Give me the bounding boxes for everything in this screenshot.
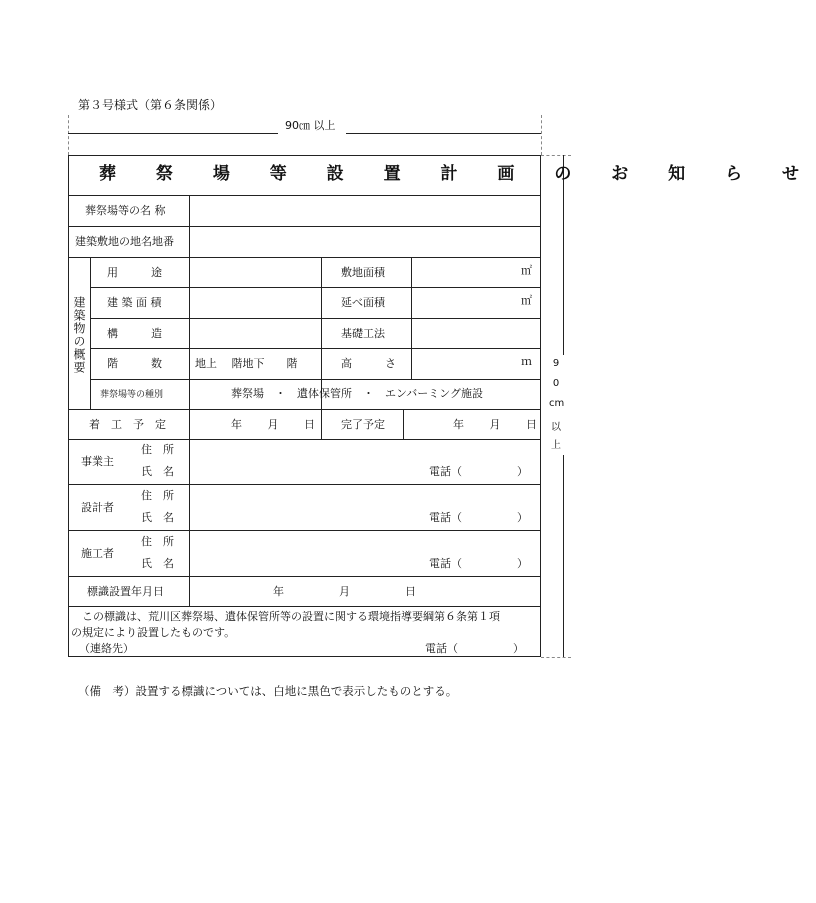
party-phone: 電話（ ）: [429, 557, 528, 570]
height-dim-bottom-guide: [541, 657, 571, 658]
building-area-label: 建 築 面 積: [107, 296, 162, 309]
sign-title: 葬 祭 場 等 設 置 計 画 の お 知 ら せ: [99, 164, 816, 184]
complete-label: 完了予定: [341, 418, 385, 431]
notice-line-1: この標識は、荒川区葬祭場、遺体保管所等の設置に関する環境指導要綱第６条第１項: [71, 610, 500, 623]
contact-phone: 電話（ ）: [425, 642, 524, 655]
sign-date-value: 年 月 日: [273, 585, 416, 598]
notice-line-2: の規定により設置したものです。: [71, 626, 236, 639]
height-dim-char: 上: [551, 440, 561, 451]
floors-value: 地上 階地下 階: [195, 357, 298, 370]
party-role: 設計者: [81, 501, 114, 514]
contact-label: （連絡先）: [79, 642, 134, 655]
unit-m2: ㎡: [521, 264, 532, 277]
height-dim-char: cm: [549, 398, 565, 409]
width-dim-right-guide: [541, 115, 542, 155]
party-phone: 電話（ ）: [429, 511, 528, 524]
facility-type-value: 葬祭場 ・ 遺体保管所 ・ エンバーミング施設: [231, 387, 484, 400]
sign-date-label: 標識設置年月日: [87, 585, 164, 598]
height-dim-line-bottom: [563, 455, 564, 657]
facility-name-label: 葬祭場等の名 称: [85, 204, 166, 217]
party-role: 施工者: [81, 547, 114, 560]
width-dim-left-guide: [68, 115, 69, 155]
complete-date-value: 年 月 日: [453, 418, 537, 431]
party-name-label: 氏 名: [141, 465, 174, 478]
width-dim-line-left: [68, 133, 278, 134]
height-label: 高 さ: [341, 357, 396, 370]
height-dim-top-guide: [541, 155, 571, 156]
facility-type-label: 葬祭場等の種別: [100, 390, 164, 400]
building-overview-label: 建築物の概要: [72, 296, 86, 374]
start-label: 着 工 予 定: [89, 418, 166, 431]
unit-m2: ㎡: [521, 294, 532, 307]
unit-m: ｍ: [521, 355, 532, 368]
width-dim-label: 90㎝ 以上: [285, 119, 336, 132]
party-role: 事業主: [81, 455, 114, 468]
party-address-label: 住 所: [141, 443, 174, 456]
height-dim-char: 以: [551, 422, 561, 433]
site-address-label: 建築敷地の地名地番: [75, 235, 174, 248]
party-phone: 電話（ ）: [429, 465, 528, 478]
start-date-value: 年 月 日: [231, 418, 315, 431]
structure-label: 構 造: [107, 327, 162, 340]
foundation-label: 基礎工法: [341, 327, 385, 340]
party-address-label: 住 所: [141, 535, 174, 548]
party-address-label: 住 所: [141, 489, 174, 502]
height-dim-line-top: [563, 155, 564, 355]
width-dim-line-right: [346, 133, 541, 134]
site-area-label: 敷地面積: [341, 266, 385, 279]
floor-area-label: 延べ面積: [341, 296, 385, 309]
party-name-label: 氏 名: [141, 511, 174, 524]
party-name-label: 氏 名: [141, 557, 174, 570]
form-number: 第３号様式（第６条関係）: [78, 98, 223, 112]
remark: （備 考）設置する標識については、白地に黒色で表示したものとする。: [78, 684, 458, 698]
floors-label: 階 数: [107, 357, 162, 370]
height-dim-char: 9: [552, 358, 560, 369]
height-dim-char: 0: [552, 378, 560, 389]
use-label: 用 途: [107, 266, 162, 279]
